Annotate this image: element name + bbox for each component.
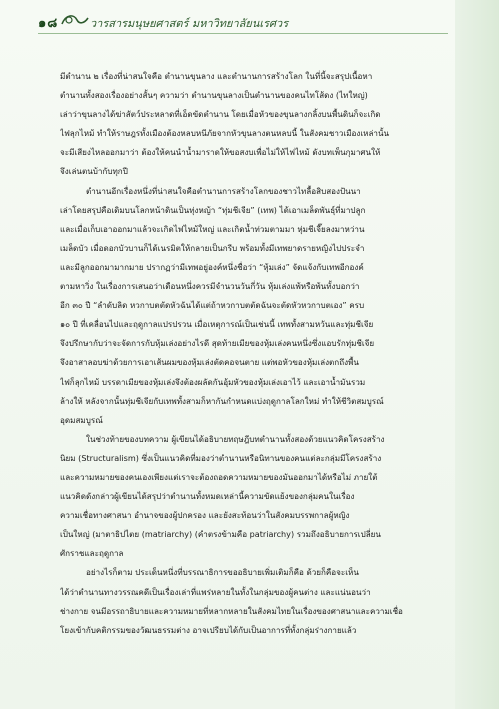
text-line: ตำนานทั้งสองเรื่องอย่างสั้นๆ ความว่า ตำนานขุนลางเป็นตำนานของคนไทโส้ดง (ไทใหญ่) xyxy=(60,90,368,101)
text-line: ความเชื่อทางศาสนา อำนาจของผู้ปกครอง และยังสะท้อนว่าในสังคมบรรพกาลผู้หญิง xyxy=(60,510,350,521)
text-line: ในช่วงท้ายของบทความ ผู้เขียนได้อธิบายทฤษฎีบทตำนานทั้งสองด้วยแนวคิดโครงสร้าง xyxy=(86,433,385,444)
text-line: เล่าโดยสรุปคือเดิมบนโลกหน้าดินเป็นทุ่งหญ้า “ทุ่มชีเจีย” (เทพ) ได้เอาเมล็ดพันธุ์ที่มาปลูก xyxy=(60,204,366,215)
text-line: ได้ว่าตำนานทางวรรณคดีเป็นเรื่องเล่าที่แพร่หลายในทั้งในกลุ่มของผู้คนต่าง และแน่นอนว่า xyxy=(60,586,371,597)
body-text xyxy=(60,67,430,640)
page-number: ๑๘ xyxy=(38,16,59,31)
text-line: ตำนานอีกเรื่องหนึ่งที่น่าสนใจคือตำนานการสร้างโลกของชาวไทลื้อสิบสองปันนา xyxy=(86,185,361,196)
text-line: ช่างกาย จนมีอรรถาธิบายและความหมายที่หลากหลายในสังคมไทยในเรื่องของศาสนาและความเชื่อ xyxy=(60,605,403,616)
text-line: เล่าว่าขุนลางได้ฆ่าสัตว์ประหลาดที่เอ็ดขัดตำนาน โดยเมื่อหัวของขุนลางกลิ้งบนพื้นดินก็จะเกิด xyxy=(60,109,381,120)
text-line: มีตำนาน ๒ เรื่องที่น่าสนใจคือ ตำนานขุนลาง และตำนานการสร้างโลก ในที่นี้จะสรุปเนื้อหา xyxy=(60,71,373,81)
journal-title: วารสารมนุษยศาสตร์ มหาวิทยาลัยนเรศวร xyxy=(90,17,289,30)
text-line: นิยม (Structuralism) ซึ่งเป็นแนวคิดที่มองว่าตำนานหรือนิทานของคนแต่ละกลุ่มมีโครงสร้าง xyxy=(60,452,382,463)
journal-brand-icon xyxy=(60,12,90,28)
text-line: แนวคิดดังกล่าวผู้เขียนได้สรุปว่าตำนานทั้งหมดเหล่านี้ความขัดแย้งของกลุ่มคนในเรื่อง xyxy=(60,491,355,502)
paragraph xyxy=(60,563,430,639)
text-line: ไฟก็ลุกไหม้ บรรดาเมียของหุ้มเล่งจึงต้องผลัดกันอุ้มหัวของหุ้มเล่งเอาไว้ และเอาน้ำมันรวม xyxy=(60,376,366,387)
paragraph xyxy=(60,182,430,430)
text-line: ศักราชและฤดูกาล xyxy=(60,548,124,559)
text-line: อย่างไรก็ตาม ประเด็นหนึ่งที่บรรณาธิการขออธิบายเพิ่มเติมก็คือ ด้วยก็คือจะเห็น xyxy=(86,567,359,578)
text-line: ตามหาวิ่ง ในเรื่องการเสนอว่าเดือนหนึ่งควรมีจำนวนวันกี่วัน หุ้มเล่งแพ้หรือพ้นทั้งบอกว่า xyxy=(60,281,360,292)
text-line: ๑๐ ปี ที่เคลื่อนไปและฤดูกาลแปรปรวน เมื่อเหตุการณ์เป็นเช่นนี้ เทพทั้งสามหวันและทุ่มชีเจีย xyxy=(60,319,374,330)
text-line: จึงเล่นตนบ้ากับทุกปี xyxy=(60,166,128,177)
text-line: อุดมสมบูรณ์ xyxy=(60,414,103,425)
text-line: และเมื่อเก็บเอาออกมาแล้วจะเกิดไฟไหม้ใหญ่ และเกิดน้ำท่วมตามมา หุ่มชีเจี๊ยลงมาหว่าน xyxy=(60,223,365,234)
text-line: ล้างให้ หลังจากนั้นทุ่มชีเจียกับเทพทั้งสามก็หากันกำหนดแบ่งฤดูกาลโลกใหม่ ทำให้ชีวิตสมบูรณ์ xyxy=(60,395,384,406)
text-line: ไฟลุกไหม้ ทำให้ราษฎรทั้งเมืองต้องหลบหนีภัยจากหัวขุนลางตนหลบนี้ ในสังคมชาวเมืองเหล่านั้น xyxy=(60,128,390,139)
text-line: อีก ๓๐ ปี “ลำดับลิด หวกาบตตัดหัวฉันได้แต่ถ้าหวกาบตตัดฉันจะตัดหัวหวกาบตเอง” ครบ xyxy=(60,300,365,311)
page-header xyxy=(38,10,468,32)
paragraph xyxy=(60,67,430,182)
header-divider xyxy=(38,33,448,34)
text-line: และความหมายของคนเองเพียงแต่เราจะต้องถอดความหมายของมันออกมาได้หรือไม่ ภายใต้ xyxy=(60,471,378,482)
text-line: จึงอาสาลอบฆ่าด้วยการเอาเส้นผมของหุ้มเล่งตัดคอจนตาย แต่พอหัวของหุ้มเล่งตกถึงพื้น xyxy=(60,357,359,368)
text-line: จึงปรึกษากับว่าจะจัดการกับหุ้มเล่งอย่างไรดี สุดท้ายเมียของหุ้มเล่งคนหนึ่งซึ่งแอบรักทุ่มชีเจีย xyxy=(60,338,375,349)
text-line: เป็นใหญ่ (มาตาธิปไตย (matriarchy) (คำตรงข้ามคือ patriarchy) รวมถึงอธิบายการเปลี่ยน xyxy=(60,529,381,540)
text-line: โยงเข้ากับคติกรรมของวัฒนธรรมต่าง อาจเปรียบได้กับเป็นอาการที่ทั้งกลุ่มร่างกายแล้ว xyxy=(60,624,357,635)
text-line: จะมีเสียงไหลออกมาว่า ต้องให้คนนำน้ำมาราดให้ขอสงบเพื่อไม่ให้ไฟไหม้ ดังบทเพ็นกุมาศนให้ xyxy=(60,147,381,158)
decorative-side-band xyxy=(455,0,499,709)
paragraph xyxy=(60,430,430,564)
text-line: และมีลูกออกมามากมาย ปรากฏว่ามีเทพอยู่องค์หนึ่งชื่อว่า “หุ้มเล่ง” จัดแจ้งกับเทพอีกองค์ xyxy=(60,261,364,272)
text-line: เมล็ดบัว เมื่อดอกบัวบานก็ได้เนรมิตให้กลายเป็นกรีบ พร้อมทั้งมีเทพยาดรายหญิงไปประจำ xyxy=(60,242,365,253)
